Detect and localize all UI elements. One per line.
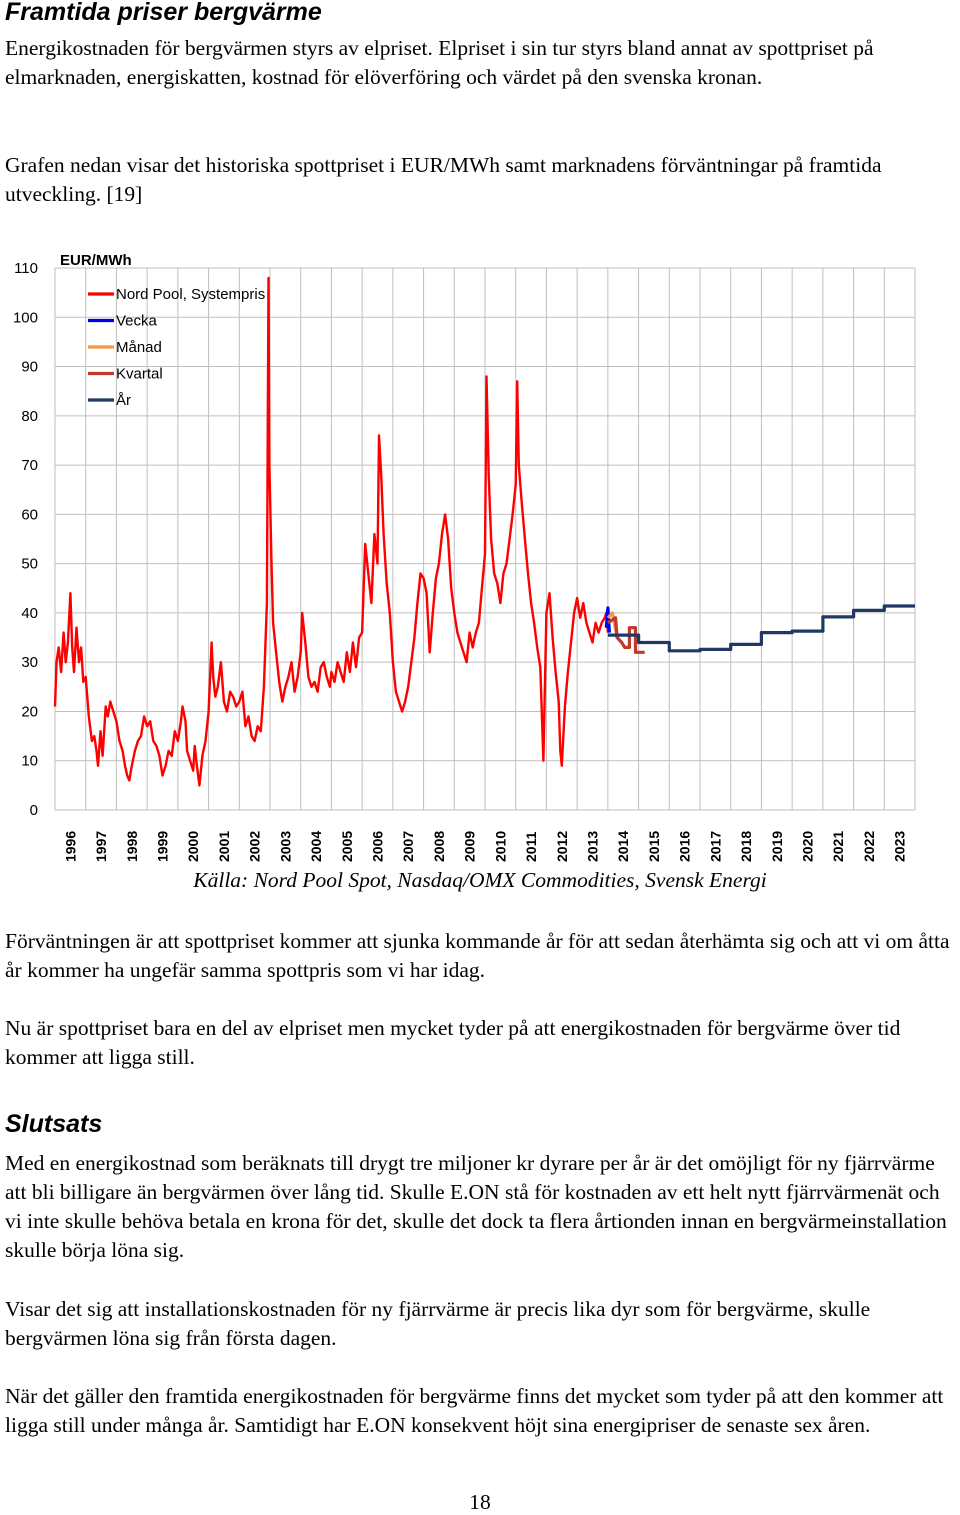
x-tick-label: 1999	[154, 830, 171, 862]
x-tick-label: 2012	[553, 830, 570, 862]
x-tick-label: 2015	[645, 830, 662, 862]
x-tick-label: 2005	[338, 830, 355, 862]
y-tick-label: 80	[21, 407, 38, 425]
legend-label: Kvartal	[116, 365, 163, 383]
y-axis-label: EUR/MWh	[60, 252, 132, 269]
x-tick-label: 2014	[615, 830, 632, 862]
page-number: 18	[469, 1490, 491, 1514]
x-tick-label: 2004	[308, 830, 325, 862]
spot-price-chart	[0, 240, 960, 865]
y-tick-label: 10	[21, 752, 38, 770]
x-tick-label: 2023	[891, 830, 908, 862]
x-tick-label: 2020	[799, 830, 816, 862]
x-tick-label: 2011	[523, 831, 540, 862]
conclusion-paragraph-1: Med en energikostnad som beräknats till drygt tre miljoner kr dyrare per år är det omöjligt för ny fjärrvärme att bli billigare än bergvärmen över lång tid. Skulle E.ON stå för kostnaden av ett helt nytt fjärrvärmenät och vi inte skulle behöva betala en krona för det, skulle det dock ta flera årtionden innan en bergvärmeinstallation skulle börja löna sig.	[5, 1151, 947, 1262]
x-tick-label: 1997	[93, 830, 110, 862]
x-tick-label: 2002	[246, 830, 263, 862]
legend-label: Månad	[116, 339, 162, 356]
x-tick-label: 2013	[584, 830, 601, 862]
x-tick-label: 2022	[860, 830, 877, 862]
x-tick-label: 2017	[707, 830, 724, 862]
y-tick-label: 30	[21, 654, 38, 672]
x-tick-label: 2019	[768, 830, 785, 862]
chart-source: Källa: Nord Pool Spot, Nasdaq/OMX Commodities, Svensk Energi	[193, 868, 767, 892]
section-heading-slutsats: Slutsats	[5, 1110, 103, 1138]
y-tick-label: 0	[29, 802, 38, 819]
conclusion-paragraph-3: När det gäller den framtida energikostnaden för bergvärme finns det mycket som tyder på att den kommer att ligga still under många år. Samtidigt har E.ON konsekvent höjt sina energipriser de senaste sex åren.	[5, 1384, 944, 1437]
y-tick-label: 50	[21, 555, 38, 573]
x-tick-label: 2007	[400, 830, 417, 862]
legend-label: Nord Pool, Systempris	[116, 286, 266, 303]
x-tick-label: 2008	[430, 830, 447, 862]
chart-legend	[88, 286, 265, 409]
x-tick-label: 2021	[830, 830, 847, 862]
page-heading: Framtida priser bergvärme	[5, 0, 322, 26]
y-tick-label: 20	[21, 703, 38, 721]
y-axis-ticks	[13, 260, 38, 819]
x-tick-label: 2010	[492, 830, 509, 862]
x-tick-label: 2009	[461, 830, 478, 862]
x-tick-label: 2000	[185, 830, 202, 862]
x-tick-label: 2003	[277, 830, 294, 862]
y-tick-label: 100	[12, 309, 38, 327]
x-axis-ticks	[62, 831, 907, 862]
x-tick-label: 2006	[369, 830, 386, 862]
y-tick-label: 60	[21, 506, 38, 524]
y-tick-label: 90	[21, 358, 38, 376]
x-tick-label: 2018	[738, 830, 755, 862]
legend-label: År	[116, 392, 131, 409]
x-tick-label: 2016	[676, 830, 693, 862]
x-tick-label: 1998	[123, 830, 140, 862]
expectation-paragraph: Förväntningen är att spottpriset kommer att sjunka kommande år för att sedan återhämta sig och att vi om åtta år kommer ha ungefär samma spottpris som vi har idag.	[5, 929, 950, 982]
intro-paragraph: Energikostnaden för bergvärmen styrs av elpriset. Elpriset i sin tur styrs bland annat av spottpriset på elmarknaden, energiskatten, kostnad för elöverföring och värdet på den svenska kronan.	[5, 36, 874, 89]
graph-intro-paragraph: Grafen nedan visar det historiska spottpriset i EUR/MWh samt marknadens förväntningar på framtida utveckling. [19]	[5, 153, 882, 206]
legend-label: Vecka	[116, 312, 157, 330]
x-tick-label: 2001	[215, 830, 232, 862]
spot-price-paragraph: Nu är spottpriset bara en del av elpriset men mycket tyder på att energikostnaden för bergvärme över tid kommer att ligga still.	[5, 1016, 901, 1069]
x-tick-label: 1996	[62, 830, 79, 862]
y-tick-label: 70	[21, 457, 38, 475]
y-tick-label: 40	[21, 604, 38, 622]
conclusion-paragraph-2: Visar det sig att installationskostnaden för ny fjärrvärme är precis lika dyr som för bergvärme, skulle bergvärmen löna sig från första dagen.	[5, 1297, 871, 1350]
y-tick-label: 110	[14, 260, 38, 277]
